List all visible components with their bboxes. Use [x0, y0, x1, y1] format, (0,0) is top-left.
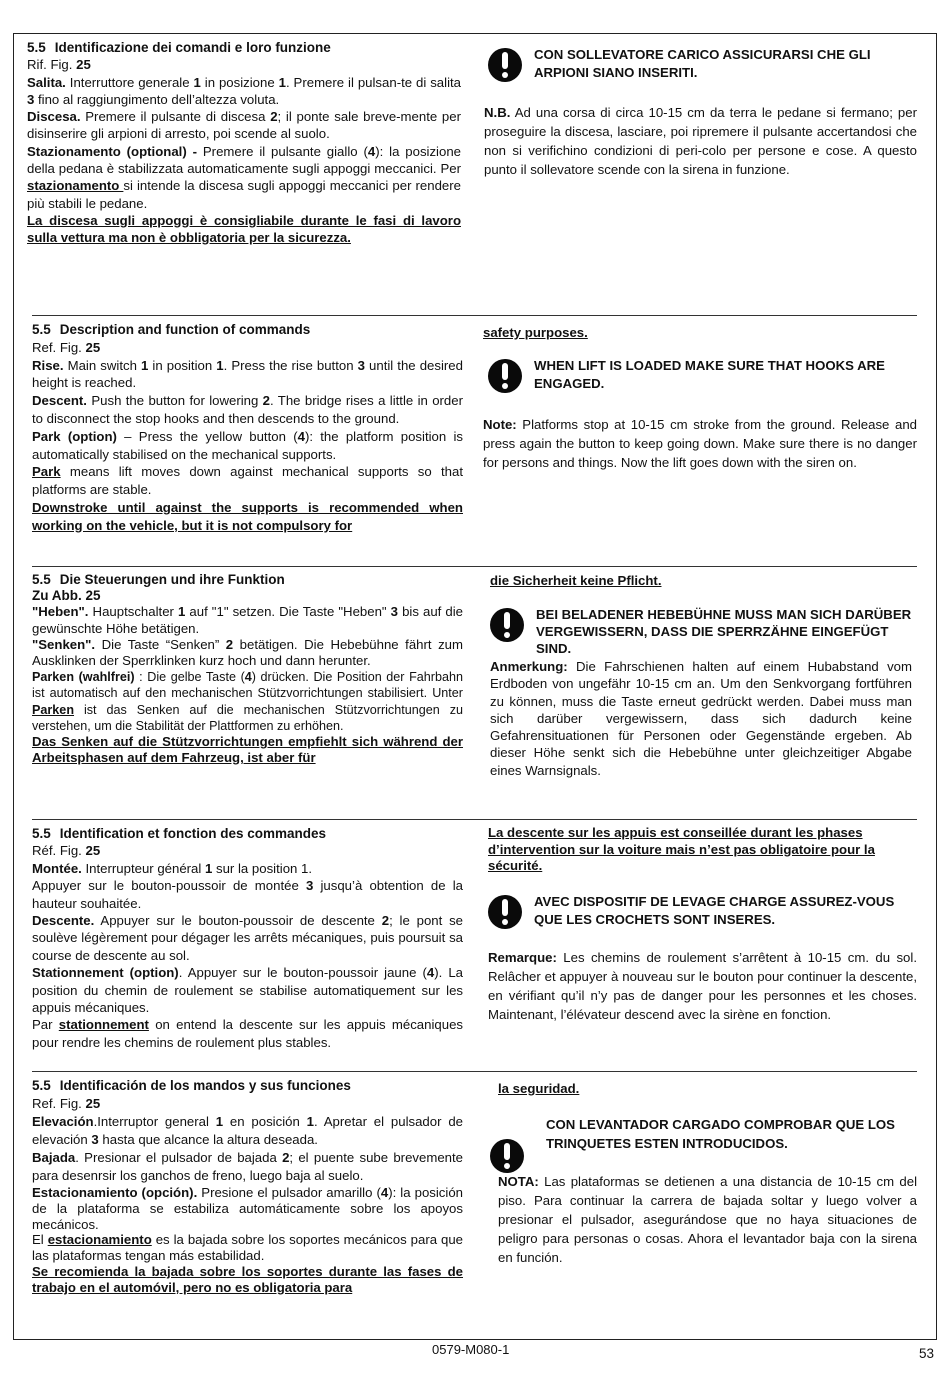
exclamation-icon: [488, 895, 522, 929]
recommendation-text: Se recomienda la bajada sobre los soportes durante las fases de trabajo en el automóvil, pero no es obligatoria para: [32, 1263, 463, 1295]
section-divider: [32, 566, 917, 567]
recommendation-continuation: safety purposes.: [483, 325, 588, 340]
section-it-note: [484, 103, 917, 179]
park-definition: El estacionamiento es la bajada sobre los soportes mecánicos para que las plataformas tengan más estabilidad.: [32, 1232, 464, 1264]
descent-paragraph: Descent. Push the button for lowering 2. The bridge rises a little in order to disconnect the stop hooks and then descends to the ground.: [32, 393, 463, 426]
rise-paragraph: Elevación.Interruptor general 1 en posición 1. Apretar el pulsador de elevación 3 hasta que alcance la altura deseada.: [32, 1114, 463, 1147]
warning-text: WHEN LIFT IS LOADED MAKE SURE THAT HOOKS ARE ENGAGED.: [534, 358, 885, 391]
section-fr-left: [32, 825, 463, 1051]
section-heading: 5.5 Identification et fonction des commandes: [32, 826, 327, 841]
recommendation-text: Das Senken auf die Stützvorrichtungen empfiehlt sich während der Arbeitsphasen auf dem Fahrzeug, ist aber für: [32, 734, 463, 766]
recommendation-continuation: la seguridad.: [498, 1081, 580, 1096]
warning-block: [488, 893, 918, 929]
descent-paragraph: Descente. Appuyer sur le bouton-poussoir de descente 2; le pont se soulève légèrement pour dégager les arrêts mécaniques, puis poursuit sa course de descente au sol.: [32, 913, 464, 963]
warning-text: CON SOLLEVATORE CARICO ASSICURARSI CHE GLI ARPIONI SIANO INSERITI.: [534, 47, 871, 80]
section-divider: [32, 1071, 917, 1072]
section-divider: [32, 819, 917, 820]
page-number: 53: [919, 1346, 935, 1361]
rise-paragraph: Montée. Interrupteur général 1 sur la position 1.: [32, 860, 313, 876]
figure-ref: Ref. Fig. 25: [32, 339, 101, 355]
descent-paragraph: "Senken". Die Taste “Senken” 2 betätigen. Die Hebebühne fährt zum Ausklinken der Sperrklinken kurz hoch und dann herunter.: [32, 636, 463, 669]
figure-ref: Ref. Fig. 25: [32, 1096, 101, 1111]
recommendation-continuation: La descente sur les appuis est conseillée durant les phases d’intervention sur la voiture mais n’est pas obligatoire pour la sécurité.: [488, 825, 875, 873]
section-fr-cont: [488, 825, 918, 875]
warning-block: [488, 46, 918, 82]
section-heading: 5.5 Die Steuerungen und ihre Funktion: [32, 572, 285, 587]
section-en-note: [483, 415, 917, 472]
section-de-left: [32, 572, 463, 766]
exclamation-icon: [490, 1139, 524, 1173]
note-paragraph: Remarque: Les chemins de roulement s’arrêtent à 10-15 cm. du sol. Relâcher et appuyer à nouveau sur le bouton pour continuer la descente, en vérifiant qu’il n’y pas de danger pour les personnes et les choses. Maintenant, l’élévateur descend avec la sirène en fonction.: [488, 950, 917, 1022]
warning-text: BEI BELADENER HEBEBÜHNE MUSS MAN SICH DARÜBER VERGEWISSERN, DASS DIE SPERRZÄHNE EINGEFÜGT SIND.: [536, 607, 912, 656]
figure-ref: Zu Abb. 25: [32, 588, 101, 604]
park-paragraph: Parken (wahlfrei) : Die gelbe Taste (4) drücken. Die Position der Fahrbahn ist automatisch auf den mechanischen Stützvorrichtungen stabilisiert. Unter Parken ist das Senken auf die mechanischen Stützvorrichtungen zu verstehen, um die Stabilität der Plattformen zu erhöhen.: [32, 670, 463, 733]
rise-paragraph: Salita. Interruttore generale 1 in posizione 1. Premere il pulsan-te di salita 3 fino al raggiungimento dell’altezza voluta.: [27, 74, 461, 107]
rise-paragraph-2: Appuyer sur le bouton-poussoir de montée 3 jusqu’à obtention de la hauteur souhaitée.: [32, 878, 463, 911]
figure-ref: Rif. Fig. 25: [27, 57, 91, 73]
recommendation-continuation: die Sicherheit keine Pflicht.: [490, 573, 662, 588]
park-paragraph: Stationnement (option). Appuyer sur le bouton-poussoir jaune (4). La position du chemin de roulement se stabilise automatiquement sur les appuis mécaniques.: [32, 965, 464, 1016]
section-en-cont: [483, 324, 916, 341]
park-definition: Park means lift moves down against mechanical supports so that platforms are stable.: [32, 464, 463, 498]
note-paragraph: Note: Platforms stop at 10-15 cm stroke from the ground. Release and press again the button to keep going down. Make sure there is no danger for persons and things. Now the lift goes down with the siren on.: [483, 417, 917, 470]
section-es-left: [32, 1077, 463, 1296]
exclamation-icon: [488, 48, 522, 82]
section-heading: 5.5 Identificazione dei comandi e loro funzione: [27, 40, 331, 55]
section-es-note: [498, 1172, 917, 1267]
note-paragraph: NOTA: Las plataformas se detienen a una distancia de 10-15 cm del piso. Para continuar la carrera de bajada soltar y luego volver a presionar el pulsador, asegurándose que no haya situaciones de peligro para personas o cosas. Ahora el levantador baja con la sirena en función.: [498, 1174, 917, 1265]
descent-paragraph: Bajada. Presionar el pulsador de bajada 2; el puente sube brevemente para desenrsir los ganchos de freno, luego baja al suelo.: [32, 1150, 463, 1183]
recommendation-text: Downstroke until against the supports is recommended when working on the vehicle, but it is not compulsory for: [32, 499, 463, 533]
section-en-left: [32, 321, 463, 535]
warning-block: [488, 357, 918, 393]
section-heading: 5.5 Description and function of commands: [32, 322, 311, 337]
exclamation-icon: [488, 359, 522, 393]
section-fr-note: [488, 948, 917, 1024]
park-paragraph: Stazionamento (optional) - Premere il pulsante giallo (4): la posizione della pedana è stabilizzata automaticamente sugli appoggi meccanici. Per stazionamento si intende la discesa sugli appoggi meccanici per rendere più stabili le pedane.: [27, 143, 461, 211]
figure-ref: Réf. Fig. 25: [32, 843, 101, 859]
rise-paragraph: Rise. Main switch 1 in position 1. Press the rise button 3 until the desired height is reached.: [32, 357, 463, 391]
section-de-cont: [490, 572, 917, 589]
note-paragraph: N.B. Ad una corsa di circa 10-15 cm da terra le pedane si fermano; per proseguire la discesa, lasciare, poi ripremere il pulsante accertandosi che non si verifichino condizioni di peri-colo per persone e cose. A questo punto il sollevatore scende con la sirena in funzione.: [484, 105, 917, 177]
park-definition: Par stationnement on entend la descente sur les appuis mécaniques pour rendre les chemins de roulement plus stables.: [32, 1017, 464, 1050]
section-es-cont: [498, 1080, 918, 1097]
note-paragraph: Anmerkung: Die Fahrschienen halten auf einem Hubabstand vom Erdboden von ungefähr 10-15 cm an. Um den Senkvorgang fortführen zu können, muss die Taste erneut gedrückt werden. Dabei muss man sich darüber vergewissern, dass sich dadurch keine Gefahrensituationen für Personen oder Gegenstände ergeben. Ab dieser Höhe senkt sich die Hebebühne unter gleichzeitiger Abgabe eines Warnsignals.: [490, 659, 912, 778]
park-paragraph: Estacionamiento (opción). Presione el pulsador amarillo (4): la posición de la plataforma se estabiliza automáticamente sobre los apoyos mecánicos.: [32, 1185, 463, 1232]
exclamation-icon: [490, 608, 524, 642]
section-de-note: [490, 658, 912, 779]
section-heading: 5.5 Identificación de los mandos y sus funciones: [32, 1078, 351, 1093]
warning-text: AVEC DISPOSITIF DE LEVAGE CHARGE ASSUREZ-VOUS QUE LES CROCHETS SONT INSERES.: [534, 894, 895, 927]
warning-text: CON LEVANTADOR CARGADO COMPROBAR QUE LOS TRINQUETES ESTEN INTRODUCIDOS.: [546, 1117, 895, 1151]
park-paragraph: Park (option) – Press the yellow button (4): the platform position is automatically stabilised on the mechanical supports.: [32, 428, 463, 462]
section-divider: [32, 315, 917, 316]
recommendation-text: La discesa sugli appoggi è consigliabile durante le fasi di lavoro sulla vettura ma non è obbligatoria per la sicurezza.: [27, 212, 461, 246]
warning-block: [490, 606, 918, 657]
rise-paragraph: "Heben". Hauptschalter 1 auf "1" setzen. Die Taste "Heben" 3 bis auf die gewünschte Höhe betätigen.: [32, 604, 463, 636]
descent-paragraph: Discesa. Premere il pulsante di discesa 2; il ponte sale breve-mente per disinserire gli arpioni di arresto, poi scende al suolo.: [27, 109, 461, 142]
section-it-left: [27, 39, 461, 247]
warning-block: [490, 1115, 918, 1173]
document-code: 0579-M080-1: [432, 1342, 510, 1357]
